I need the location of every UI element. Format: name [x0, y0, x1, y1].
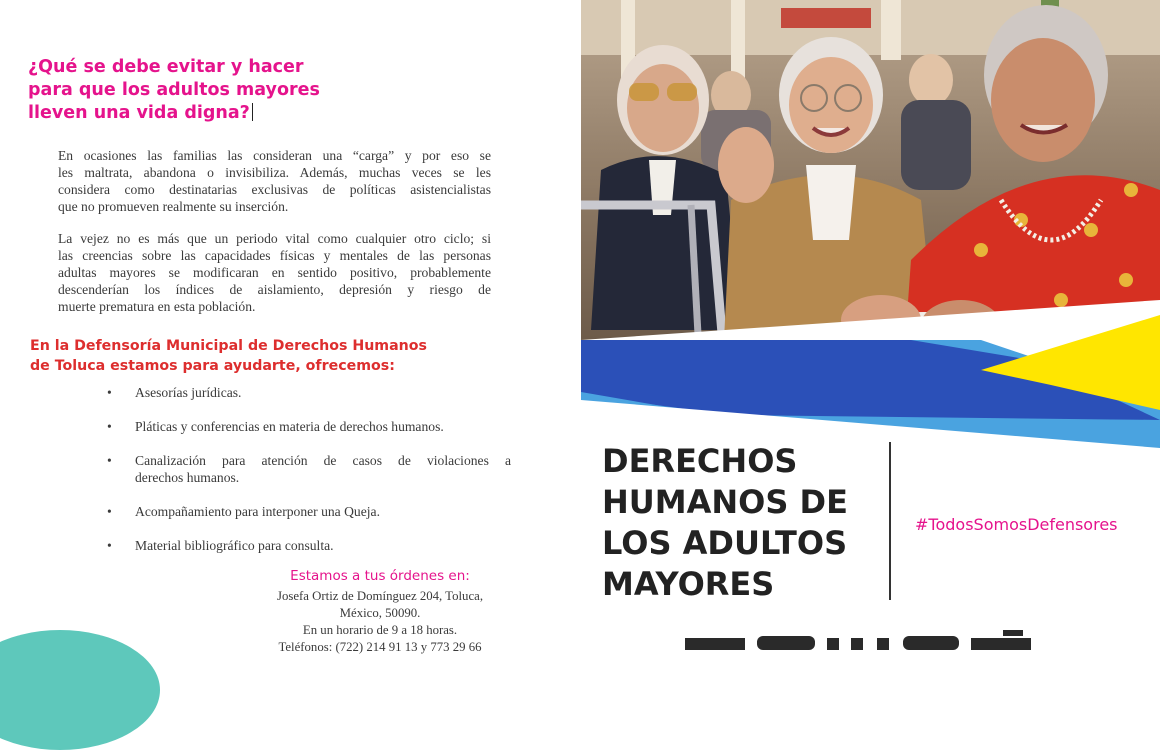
contact-phones: Teléfonos: (722) 214 91 13 y 773 29 66 — [278, 640, 482, 654]
service-item — [107, 452, 511, 486]
service-item — [107, 537, 511, 554]
paragraph-line: les maltrata, abandona o invisibiliza. Además, muchas veces se les — [58, 165, 491, 180]
service-item — [107, 418, 511, 435]
text-cursor — [252, 103, 253, 121]
heading-line — [28, 102, 388, 125]
contact-title: Estamos a tus órdenes en: — [290, 568, 470, 584]
heading-line-text: lleven una vida digna? — [28, 103, 250, 123]
service-text: Canalización para atención de casos de violaciones a — [135, 453, 511, 468]
paragraph-line: descenderían los índices de aislamiento, depresión y riesgo de — [58, 282, 491, 297]
bullet-icon: • — [107, 419, 112, 434]
paragraph-line: En ocasiones las familias las consideran una “carga” y por eso se — [58, 148, 491, 163]
contact-hours: En un horario de 9 a 18 horas. — [302, 623, 458, 637]
bullet-icon: • — [107, 538, 112, 553]
paragraph-line: las creencias sobre las capacidades físicas y mentales de las personas — [58, 248, 491, 263]
heading-line: ¿Qué se debe evitar y hacer — [28, 57, 304, 77]
service-text: Acompañamiento para interponer una Queja. — [135, 504, 380, 519]
paragraph-line: muerte prematura en esta población. — [58, 299, 256, 314]
paragraph-line: considera como destinatarias exclusivas de políticas asistencialistas — [58, 182, 491, 197]
bullet-icon: • — [107, 504, 112, 519]
title-line: MAYORES — [602, 565, 775, 603]
intro-paragraph — [58, 147, 491, 215]
title-line: DERECHOS — [602, 442, 798, 480]
title-line: LOS ADULTOS — [602, 524, 848, 562]
contact-info — [230, 588, 530, 656]
section-heading — [28, 56, 388, 125]
hashtag: #TodosSomosDefensores — [915, 515, 1118, 534]
service-text: derechos humanos. — [135, 470, 240, 485]
paragraph-line: que no promueven realmente su inserción. — [58, 199, 289, 214]
services-heading-line: de Toluca estamos para ayudarte, ofrecemos: — [30, 358, 395, 374]
paragraph-line: La vejez no es más que un periodo vital como cualquier otro ciclo; si — [58, 231, 491, 246]
cover-title — [602, 441, 848, 605]
toluca-logo — [685, 630, 1065, 650]
bullet-icon: • — [107, 385, 112, 400]
paragraph-line: adultas mayores se modificaran en sentido positivo, probablemente — [58, 265, 491, 280]
heading-line: para que los adultos mayores — [28, 80, 320, 100]
service-text: Pláticas y conferencias en materia de derechos humanos. — [135, 419, 444, 434]
vertical-divider — [889, 442, 891, 600]
decorative-bands — [581, 300, 1160, 450]
service-text: Material bibliográfico para consulta. — [135, 538, 334, 553]
contact-address: Josefa Ortiz de Domínguez 204, Toluca, — [276, 589, 484, 603]
title-line: HUMANOS DE — [602, 483, 848, 521]
service-text: Asesorías jurídicas. — [135, 385, 242, 400]
decorative-shape — [0, 630, 160, 750]
services-heading-line: En la Defensoría Municipal de Derechos Humanos — [30, 338, 427, 354]
services-list — [107, 384, 511, 554]
bullet-icon: • — [107, 453, 112, 468]
services-heading — [30, 336, 427, 376]
aging-paragraph — [58, 230, 491, 315]
service-item — [107, 384, 511, 401]
service-item — [107, 503, 511, 520]
contact-address: México, 50090. — [339, 606, 421, 620]
